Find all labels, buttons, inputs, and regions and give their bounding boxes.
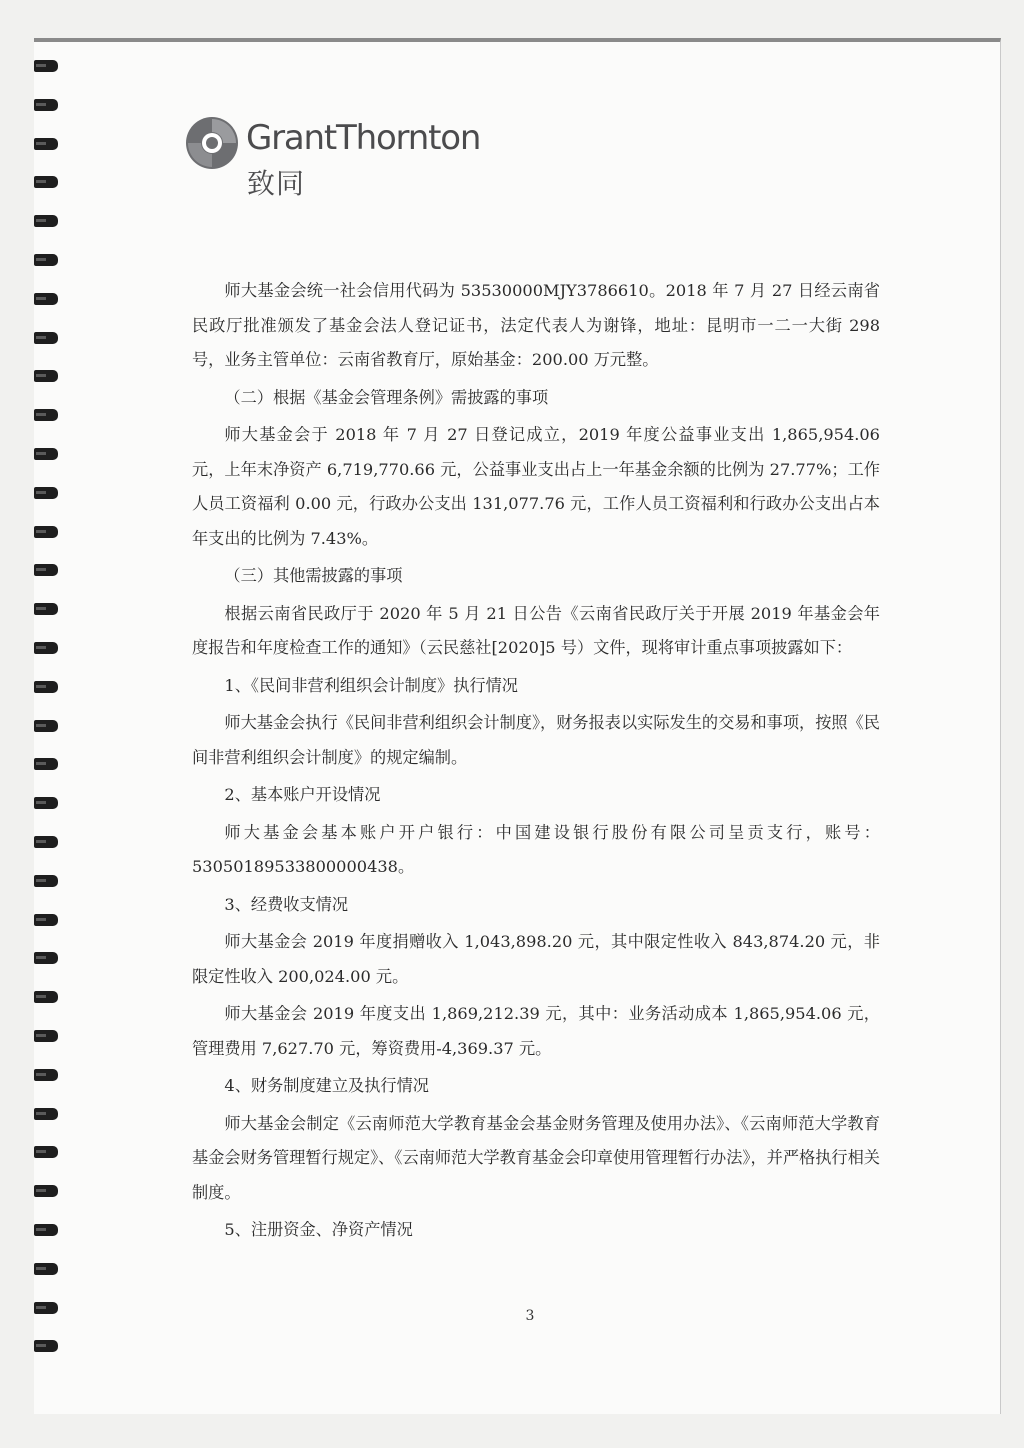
- logo-chinese-name: 致同: [247, 167, 306, 200]
- section-heading: 3、经费收支情况: [224, 894, 349, 914]
- binding-ring: [34, 138, 58, 150]
- binding-ring: [34, 1340, 58, 1352]
- binding-ring: [34, 797, 58, 809]
- binding-ring: [34, 370, 58, 382]
- binding-ring: [34, 332, 58, 344]
- binding-ring: [34, 758, 58, 770]
- paragraph: 师大基金会统一社会信用代码为 53530000MJY3786610。2018 年 7 月 27 日经云南省民政厅批准颁发了基金会法人登记证书，法定代表人为谢锋，地址：昆明市一二一大街 298 号，业务主管单位：云南省教育厅，原始基金：200.00 万元整。: [192, 281, 880, 369]
- paragraph: 师大基金会于 2018 年 7 月 27 日登记成立，2019 年度公益事业支出 1,865,954.06 元，上年末净资产 6,719,770.66 元，公益事业支出占上一年基金余额的比例为 27.77%；工作人员工资福利 0.00 元，行政办公支出 131,077.76 元，工作人员工资福利和行政办公支出占本年支出的比例为 7.43%。: [192, 425, 880, 548]
- binding-ring: [34, 914, 58, 926]
- binding-ring: [34, 875, 58, 887]
- binding-ring: [34, 409, 58, 421]
- binding-ring: [34, 1146, 58, 1158]
- logo-wordmark: GrantThornton: [246, 118, 481, 158]
- binding-ring: [34, 1263, 58, 1275]
- binding-ring: [34, 1185, 58, 1197]
- binding-ring: [34, 564, 58, 576]
- binding-ring: [34, 991, 58, 1003]
- page-number: 3: [525, 1308, 535, 1324]
- binding-ring: [34, 293, 58, 305]
- binding-ring: [34, 1224, 58, 1236]
- binding-ring: [34, 952, 58, 964]
- paragraph: 师大基金会 2019 年度支出 1,869,212.39 元，其中：业务活动成本 1,865,954.06 元，管理费用 7,627.70 元，筹资费用-4,369.37 元。: [192, 1004, 880, 1058]
- section-heading: （三）其他需披露的事项: [224, 566, 403, 585]
- binding-ring: [34, 1030, 58, 1042]
- binding-ring: [34, 603, 58, 615]
- binding-ring: [34, 526, 58, 538]
- section-heading: 5、注册资金、净资产情况: [224, 1220, 413, 1239]
- binding-ring: [34, 836, 58, 848]
- body-text: [192, 274, 880, 1248]
- grant-thornton-emblem-icon: [183, 114, 241, 172]
- paragraph: 师大基金会执行《民间非营利组织会计制度》，财务报表以实际发生的交易和事项，按照《民间非营利组织会计制度》的规定编制。: [192, 713, 880, 767]
- paragraph: 根据云南省民政厅于 2020 年 5 月 21 日公告《云南省民政厅关于开展 2019 年基金会年度报告和年度检查工作的通知》（云民慈社[2020]5 号）文件，现将审计重点事项披露如下：: [192, 603, 880, 657]
- binding-ring: [34, 1108, 58, 1120]
- binding-ring: [34, 176, 58, 188]
- binding-ring: [34, 215, 58, 227]
- binding-ring: [34, 1069, 58, 1081]
- binding-ring: [34, 1302, 58, 1314]
- binding-ring: [34, 681, 58, 693]
- binding-ring: [34, 60, 58, 72]
- paragraph: 师大基金会制定《云南师范大学教育基金会基金财务管理及使用办法》、《云南师范大学教育基金会财务管理暂行规定》、《云南师范大学教育基金会印章使用管理暂行办法》，并严格执行相关制度。: [192, 1113, 880, 1202]
- grant-thornton-logo: [183, 114, 483, 204]
- section-heading: 4、财务制度建立及执行情况: [224, 1076, 429, 1095]
- binding-ring: [34, 642, 58, 654]
- binding-ring: [34, 487, 58, 499]
- section-heading: 1、《民间非营利组织会计制度》执行情况: [224, 675, 518, 695]
- section-heading: （二）根据《基金会管理条例》需披露的事项: [224, 387, 549, 407]
- binding-ring: [34, 99, 58, 111]
- paragraph: 师大基金会 2019 年度捐赠收入 1,043,898.20 元，其中限定性收入 843,874.20 元，非限定性收入 200,024.00 元。: [192, 932, 880, 986]
- spiral-binding: [0, 60, 62, 1380]
- paragraph: 师大基金会基本账户开户银行：中国建设银行股份有限公司呈贡支行，账号：53050189533800000438。: [192, 822, 880, 876]
- section-heading: 2、基本账户开设情况: [224, 785, 381, 804]
- binding-ring: [34, 448, 58, 460]
- binding-ring: [34, 720, 58, 732]
- binding-ring: [34, 254, 58, 266]
